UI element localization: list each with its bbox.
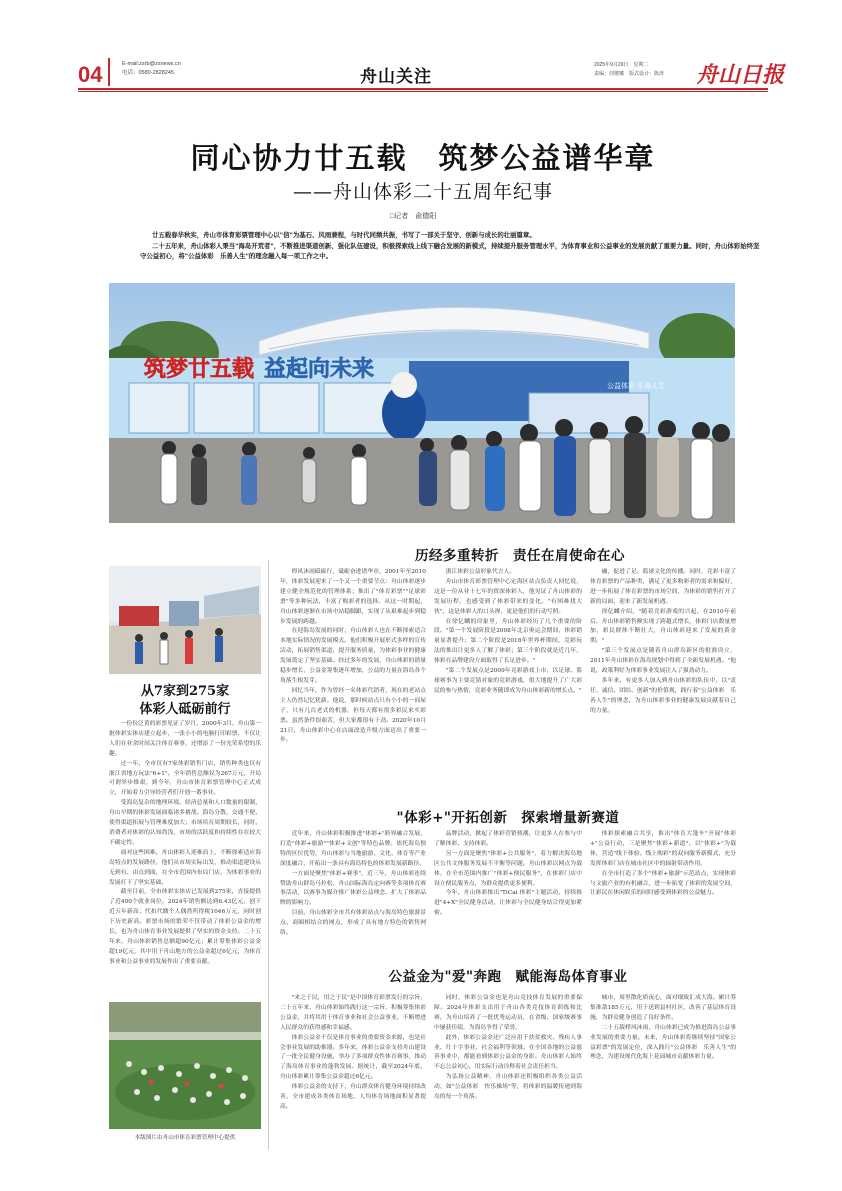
s1-paragraph: 栉风沐雨砥砺行，砥砺奋进谱华章，2001年至2010年，体彩发展迎来了一个又一个重要节点：舟山体彩逐步建立健全规范化的管理体系；推出了"体育彩票""足球彩票"等多种玩法，丰富了购彩者的选择。从这一时期起，舟山体彩逐渐在市场中站稳脚跟，实现了从艰难起步到稳步发展的跨越。	[280, 569, 426, 625]
banner-slogan: 公益体彩 乐善人生	[607, 383, 665, 390]
s2-column-2	[434, 830, 582, 955]
left-paragraph: 一份份泛黄的彩票见证了岁月，2000年3月，舟山第一批体彩实体店建立起步，一张小小的电脑打印彩票，不仅让人们在业余时间关注体育赛事，还增添了一份光荣希望的乐趣。	[109, 721, 261, 757]
s1-paragraph: "第二个发展点是2009年竞彩游戏上市，以足球、篮球赛事为主要竞猜对象的竞彩游戏，很大地提升了广大彩民的参与热情，竞彩业务随即成为舟山体彩新的增长点。"	[434, 668, 582, 694]
left-paragraph: 过一年，全市仅有7家体彩销售门店，销售种类也仅有浙江省地方玩法"6+1"。全年销售总额仅为267万元，开局可谓举步维艰。到今年，舟山市体育彩票管理中心正式成立，开始着力引导经营者们开创一番事业。	[109, 760, 261, 797]
header-rule-thin	[78, 91, 768, 92]
left-photo-pier	[109, 566, 261, 674]
s3-paragraph: 此外，体彩公益金还广泛应用于扶贫救灾、残疾人事业、红十字事业、社会福利等领域。在全国各地的公益慈善事业中，都能看到体彩公益金的身影。舟山体彩人始终不忘公益初心，用实际行动诠释着社会责任担当。	[434, 1034, 582, 1071]
s1-paragraph: 回忆当年，作为曾经一名体彩代销者，现在的老站点主人仍然记忆犹新。他说，那时候站点只有小小的一间屋子，只有几台老式的机器，但每天都有很多彩民来买彩票。虽然条件很艰苦，但大家都很有干劲。2020年10月21日，舟山体彩中心在店面改造升级方面迈出了重要一步。	[280, 687, 426, 744]
section-title: 舟山关注	[360, 67, 432, 87]
s2-paragraph: 品牌活动，掀起了体彩营销热潮，让更多人在参与中了解体彩、支持体彩。	[434, 831, 582, 847]
s1-paragraph: 浙江体彩公益形象代言人。	[445, 569, 516, 575]
header-editors: 责编：周婆娜 版式设计：陈涛	[594, 71, 665, 77]
left-paragraph: 受海岛复杂的地理环境、经济总量和人口数量的限制，舟山早期的体彩发展面临诸多挑战。海岛分散、交通不便，使得渠道拓展与管理难度加大；市场培育周期较长，同时，消费者对体彩的认知尚浅，市场的活跃度和持续性存在较大不确定性。	[109, 800, 261, 846]
header-meta	[594, 61, 664, 79]
article-headline: 同心协力廿五载 筑梦公益谱华章	[190, 141, 656, 175]
section-heading-2: "体彩+"开拓创新 探索增量新赛道	[396, 810, 620, 826]
section-heading-1: 历经多重转折 责任在肩使命在心	[415, 548, 625, 564]
header-separator	[108, 58, 110, 86]
s3-paragraph: 体彩公益金不仅是体育事业的重要资金来源，也是社会事业发展的助推器。多年来，体彩公益金支持舟山建设了一批全民健身设施，举办了多项群众性体育赛事，推动了海岛体育事业的蓬勃发展。据统计，截至2024年底，舟山体彩累计筹集公益金超过6亿元。	[280, 1034, 426, 1081]
s3-paragraph: 为弘扬公益精神，舟山体彩还积极组织各类公益活动，如"公益体彩 快乐操场"等，将体彩的温暖传递到海岛的每一个角落。	[434, 1074, 582, 1101]
left-paragraph: 面对这些困难，舟山体彩人迎难而上，不断探索适应海岛特点的发展路径，他们从市场实际出发，推动渠道建设从无到有、由点到面，在全市范围内布局门店，为体彩事业的发展打下了坚实基础。	[109, 849, 261, 886]
lead-paragraph: 二十五年来，舟山体彩人秉当"海岛开荒者"，不断推进渠道创新、强化队伍建设，积极探索线上线下融合发展的新模式，持续提升服务管理水平，为体育事业和公益事业的发展贡献了重要力量。同时，舟山体彩始终坚守公益初心，将"公益体彩 乐善人生"的理念融入每一项工作之中。	[140, 241, 760, 260]
s2-column-3	[590, 830, 736, 955]
s1-paragraph: "第三个发展点是随着舟山群岛新区的批准设立，2011年舟山体彩在海岛规划中得到了全新发展机遇。"他说，政策利好为体彩事业发展注入了强劲动力。	[590, 648, 736, 675]
article-subhead: ——舟山体彩二十五周年纪事	[292, 181, 553, 203]
s1-paragraph: 多年来，有更多人加入到舟山体彩的队伍中，以"责任、诚信、团结、创新"的价值观，践行着"公益体彩 乐善人生"的理念，为舟山体彩事业的健康发展贡献着自己的力量。	[590, 677, 736, 714]
s1-paragraph: 舟山市体育彩票管理中心定海区站点负责人回忆说，这是一位从业十七年的资深体彩人，他见证了舟山体彩的发展历程，也感受到了体彩带来的变化。"有困难找大伙"，这是体彩人的口头禅，更是他们的行动写照。	[434, 578, 582, 615]
s2-paragraph: 今年，舟山体彩推出"TiCai 体彩"主题活动，持续推进"4+X"全民健身活动，让体彩与全民健身结合得更加紧密。	[434, 890, 582, 917]
s3-paragraph: 二十五载栉风沐雨，舟山体彩已成为推进海岛公益事业发展的重要力量。未来，舟山体彩将继续坚持"国家公益彩票"的发展定位，深入践行"公益体彩 乐善人生"的理念，为建设现代化海上花园城市贡献体彩力量。	[590, 1024, 736, 1061]
main-photo	[109, 283, 735, 523]
page-number: 04	[78, 62, 103, 87]
header-email: E-mail:zsrb@zsnews.cn	[122, 61, 181, 67]
banner-left: 筑梦廿五载	[144, 356, 255, 382]
s2-column-1	[280, 830, 426, 955]
s3-column-3	[590, 994, 736, 1152]
header-date: 2025年9月29日 星期二	[594, 62, 649, 68]
banner-right: 益起向未来	[264, 356, 375, 382]
s3-paragraph: 体彩公益金的支持下，舟山群众体育健身环境持续改善，全市建成各类体育场地，人均体育场地面积显著提高。	[280, 1084, 426, 1110]
s2-paragraph: 另一方面是聚焦"体彩+公共服务"，着力解决海岛地区公共文体服务发展不平衡等问题。舟山体彩以网点为载体，在全市范围内推广"体彩+便民服务"，在体彩门店中设立便民服务点，为群众提供更多便利。	[434, 850, 582, 887]
s2-paragraph: 近年来，舟山体彩积极推进"体彩+"跨界融合发展，打造"体彩+旅游""体彩+文创"等特色品牌。依托海岛独特的区位优势，舟山体彩与当地旅游、文化、体育等产业深度融合，开拓出一条具有海岛特色的体彩发展新路径。	[280, 831, 426, 867]
s1-column-2	[434, 568, 582, 768]
s2-paragraph: 体彩探索融合共享，推出"体育大篷车"开展"体彩+"公益行动，三是聚焦"体彩+新道"，以"体彩+"为载体，营造"线下体验、线上购彩"的双向服务新模式，充分发挥体彩门店在城市社区中的辐射带动作用。	[590, 831, 736, 867]
s3-paragraph: 城市，周里散化质夜心，面对细致汇成大海。累计筹集准款185万元，用于送到县村社区，改善了基层体育设施，为群众健身创造了良好条件。	[590, 995, 736, 1021]
left-photo-field	[109, 1002, 261, 1129]
lead-paragraph: 廿五载春华秋实，舟山市体育彩票管理中心以"信"为基石、风雨兼程，与时代同频共振，书写了一部关于坚守、创新与成长的壮丽篇章。	[152, 231, 536, 239]
newspaper-logo: 舟山日报	[696, 62, 785, 88]
s1-column-3	[590, 568, 736, 768]
left-photo2-illustration	[109, 1002, 261, 1129]
s1-column-1	[280, 568, 426, 768]
photo-caption: 本版图片由舟山市体育彩票管理中心提供	[134, 1135, 236, 1141]
left-photo-illustration	[109, 566, 261, 674]
s3-paragraph: "来之于民，用之于民"是中国体育彩票发行的宗旨。二十五年来，舟山体彩始终践行这一宗旨，积极筹集体彩公益金，并将其用于体育事业和社会公益事业，不断增进人民群众的获得感和幸福感。	[280, 995, 426, 1031]
s2-paragraph: 目前，舟山体彩全市共有体彩站点与海岛特色旅游景点、商圈相结合的网点，形成了具有地方特色的销售网络。	[280, 910, 426, 937]
s2-paragraph: 在全市打造了多个"体彩+旅游"示范站点，实现体彩与文旅产业的有机融合，进一步拓宽了体彩的发展空间，让彩民在休闲娱乐的同时感受到体彩的公益魅力。	[590, 870, 736, 897]
s1-paragraph: 在徐亿麟的印象里，舟山体彩经历了几个重要的阶段。"第一个发展阶段是2008年北京奥运会期间，体彩销量显著提升；第二个阶段是2018年世界杯期间，竞彩玩法的推出让更多人了解了体彩；第三个阶段就是近几年，体彩在品牌建设方面取得了长足进步。"	[434, 618, 582, 665]
s1-paragraph: 徐亿麟介绍，"随着竞彩游戏的兴起，在2010年前后，舟山体彩销售额实现了跨越式增长，体彩门店数量增加，彩民群体不断壮大，舟山体彩迎来了发展的黄金期。"	[590, 608, 736, 645]
article-lead	[140, 230, 760, 262]
left-title-line2: 体彩人砥砺前行	[139, 702, 231, 717]
section-heading-3: 公益金为"爱"奔跑 赋能海岛体育事业	[388, 969, 628, 985]
s3-column-2	[434, 994, 582, 1152]
s1-paragraph: 在迎海岛发展的同时，舟山体彩人也在不断探索适合本地实际情况的发展模式。他们积极开展形式多样的宣传活动，拓展销售渠道，提升服务质量，为体彩事业的健康发展奠定了坚实基础。经过多年的发展，舟山体彩的销量稳步增长，公益金筹集逐年增加，公益的力量在海岛各个角落生根发芽。	[280, 628, 426, 684]
s1-paragraph: 融，促进了足、篮球文化的传播。同时，竞彩丰富了体育彩票的产品种类，满足了更多购彩者的需求和偏好，进一步拓展了体育彩票的市场空间，为体彩的销售打开了新的局面，迎来了新发展机遇。	[590, 569, 736, 605]
left-column-title	[109, 683, 261, 719]
left-column-text	[109, 720, 261, 990]
header-rule	[78, 88, 768, 90]
article-byline: □记者 俞德阳	[390, 213, 437, 220]
main-photo-illustration	[109, 283, 735, 523]
header-contact	[122, 60, 181, 78]
left-title-line1: 从7家到275家	[140, 684, 230, 699]
column-divider	[268, 560, 269, 1150]
s2-paragraph: 一方面是聚焦"体彩+赛事"，近三年，舟山体彩连续赞助舟山群岛马拉松、舟山国际海岛定向赛等多项体育赛事活动，以赛事为媒介推广体彩公益理念，扩大了体彩品牌的影响力。	[280, 870, 426, 907]
s3-column-1	[280, 994, 426, 1152]
header-phone: 电话：0580-2828245	[122, 70, 174, 76]
left-paragraph: 截至目前，全市体彩实体店已发展到275家，直接提供了近400个就业岗位。2024年销售额达到6.43亿元，创下近五年新高；代扣代缴个人偶然所得税1046万元，同时创下历史新高。彩票市场的繁荣不仅带动了体彩公益金的增长，也为舟山体育事业发展提供了坚实的资金支持。二十五年来，舟山体彩销售总额超90亿元；累计筹集体彩公益金超19亿元，其中用于舟山地方的公益金超过6亿元，为体育事业和公益事业的发展作出了重要贡献。	[109, 889, 261, 965]
s3-paragraph: 同时，体彩公益金也是舟山竞技体育发展的重要保障。2024年体彩支出用于舟山各类竞技体育训练和比赛，为舟山培养了一批优秀运动员，在省级、国家级赛事中屡获佳绩，为海岛争得了荣誉。	[434, 995, 582, 1031]
